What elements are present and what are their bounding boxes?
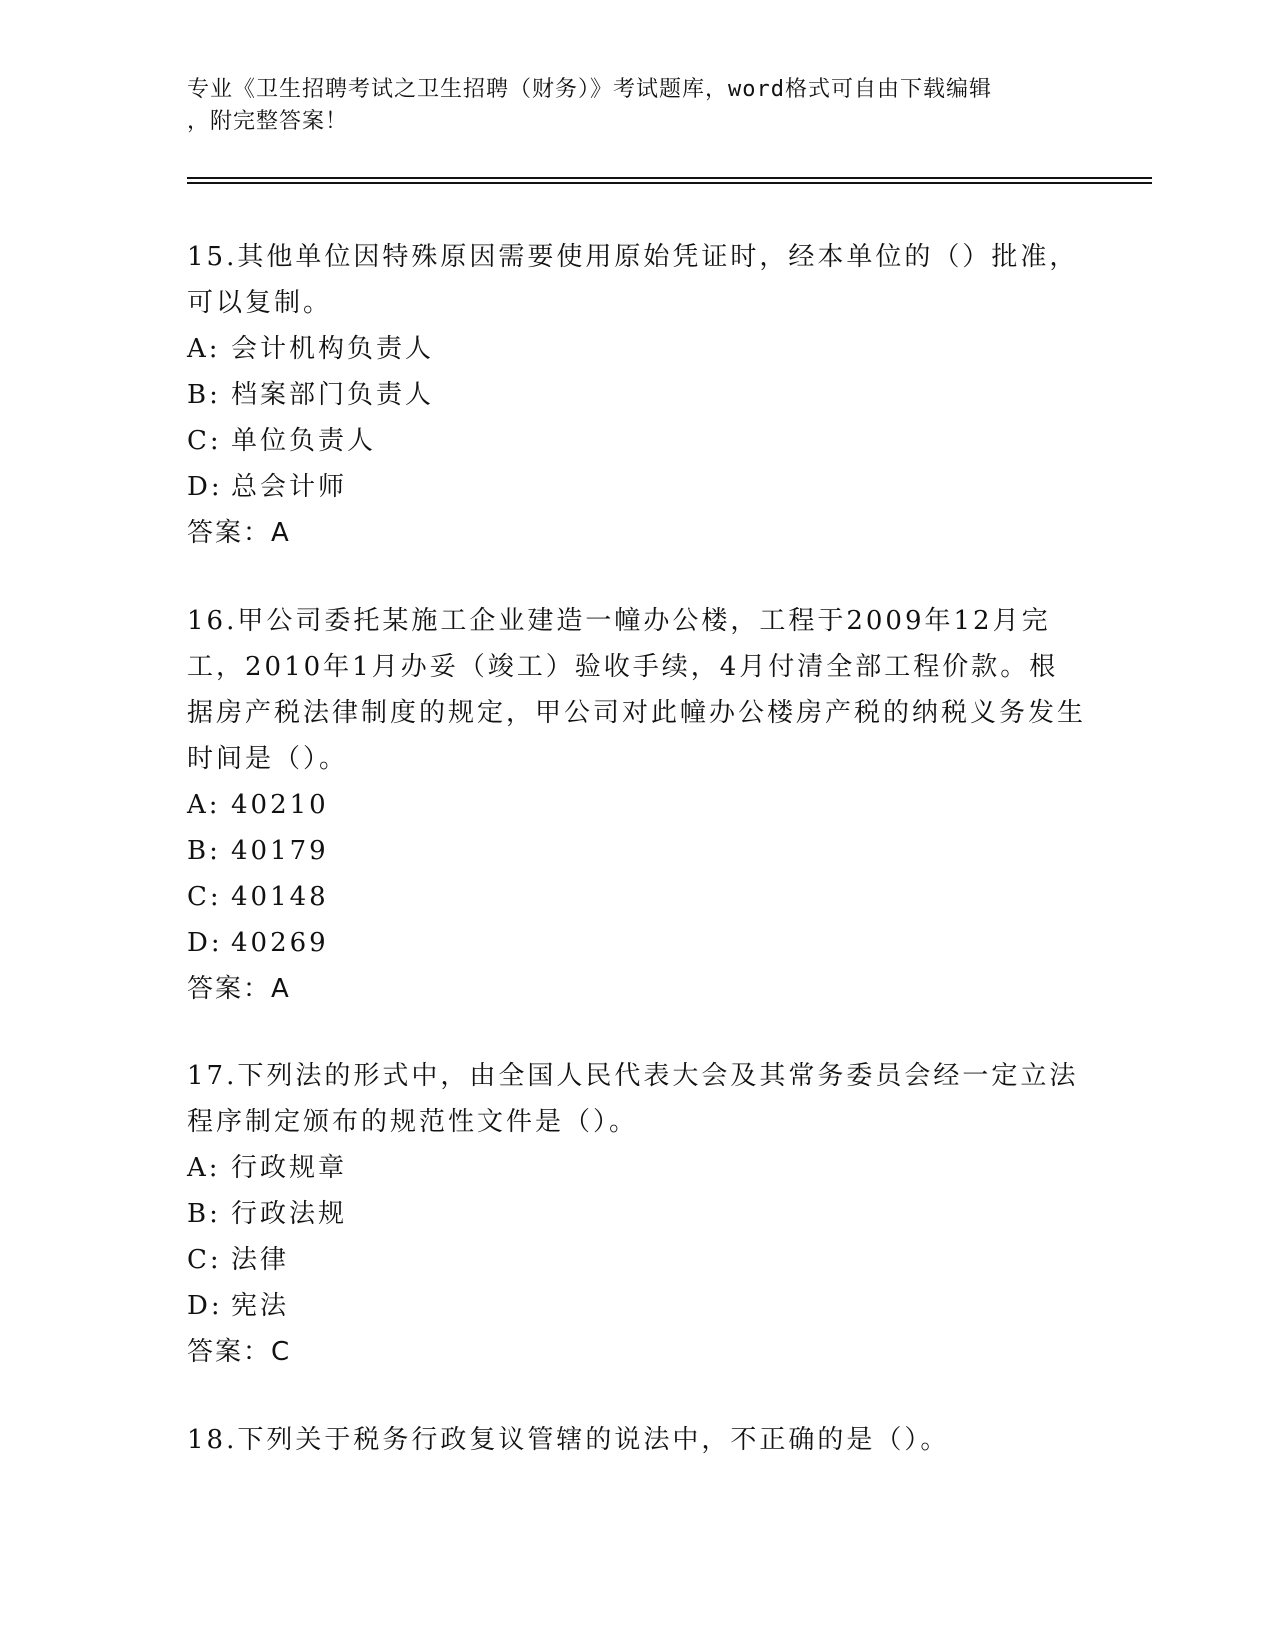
option-text: 40269 xyxy=(231,928,329,958)
document-header xyxy=(187,74,1067,138)
option-text: 行政规章 xyxy=(231,1153,348,1183)
option-letter: D: xyxy=(187,928,223,958)
question-stem: 16.甲公司委托某施工企业建造一幢办公楼，工程于2009年12月完工，2010年1月办妥（竣工）验收手续，4月付清全部工程价款。根据房产税法律制度的规定，甲公司对此幢办公楼房产税的纳税义务发生时间是（）。 xyxy=(187,606,1087,774)
header-divider-bottom xyxy=(187,182,1152,184)
option-letter: A: xyxy=(187,1153,221,1183)
option-c xyxy=(187,1237,1087,1283)
option-text: 40210 xyxy=(231,790,329,820)
option-a xyxy=(187,326,1087,372)
option-letter: B: xyxy=(187,836,221,866)
answer-line: 答案：A xyxy=(187,974,291,1004)
option-letter: C: xyxy=(187,1245,222,1275)
option-d xyxy=(187,920,1087,966)
option-text: 宪法 xyxy=(231,1291,290,1321)
option-b xyxy=(187,1191,1087,1237)
header-intro-line-1: 专业《卫生招聘考试之卫生招聘（财务）》考试题库，word格式可自由下载编辑 xyxy=(187,77,992,102)
option-letter: C: xyxy=(187,426,222,456)
option-letter: D: xyxy=(187,1291,223,1321)
question-stem: 17.下列法的形式中，由全国人民代表大会及其常务委员会经一定立法程序制定颁布的规范性文件是（）。 xyxy=(187,1061,1079,1137)
option-text: 法律 xyxy=(231,1245,290,1275)
option-letter: D: xyxy=(187,472,223,502)
option-text: 档案部门负责人 xyxy=(231,380,435,410)
option-text: 行政法规 xyxy=(231,1199,348,1229)
option-text: 40179 xyxy=(231,836,329,866)
question-18 xyxy=(187,1417,1087,1463)
option-letter: B: xyxy=(187,1199,221,1229)
option-letter: A: xyxy=(187,790,221,820)
option-a xyxy=(187,782,1087,828)
header-divider-top xyxy=(187,177,1152,179)
option-a xyxy=(187,1145,1087,1191)
option-c xyxy=(187,418,1087,464)
question-17 xyxy=(187,1053,1087,1375)
option-c xyxy=(187,874,1087,920)
question-stem: 15.其他单位因特殊原因需要使用原始凭证时，经本单位的（）批准，可以复制。 xyxy=(187,242,1079,318)
question-16 xyxy=(187,598,1087,1012)
option-letter: C: xyxy=(187,882,222,912)
option-d xyxy=(187,464,1087,510)
option-letter: A: xyxy=(187,334,221,364)
option-b xyxy=(187,828,1087,874)
question-stem: 18.下列关于税务行政复议管辖的说法中，不正确的是（）。 xyxy=(187,1425,950,1455)
answer-line: 答案：C xyxy=(187,1337,292,1367)
option-text: 单位负责人 xyxy=(231,426,377,456)
option-text: 40148 xyxy=(231,882,329,912)
option-d xyxy=(187,1283,1087,1329)
option-text: 会计机构负责人 xyxy=(231,334,435,364)
question-15 xyxy=(187,234,1087,556)
option-letter: B: xyxy=(187,380,221,410)
option-text: 总会计师 xyxy=(231,472,348,502)
answer-line: 答案：A xyxy=(187,518,291,548)
header-intro-line-2: ，附完整答案！ xyxy=(187,109,349,134)
option-b xyxy=(187,372,1087,418)
